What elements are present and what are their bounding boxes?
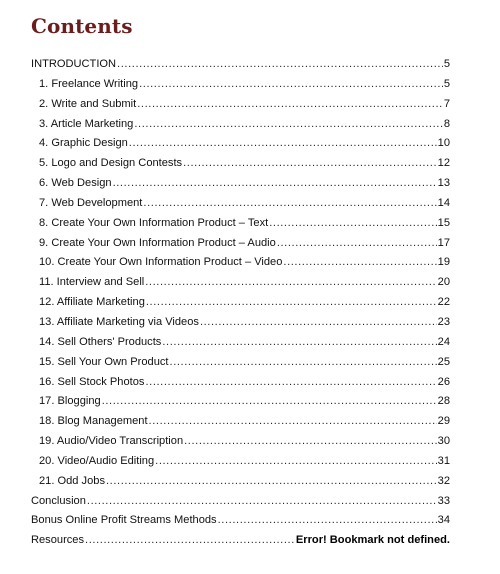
toc-error-message: Error! Bookmark not defined.	[295, 534, 450, 547]
dot-leader	[149, 412, 437, 432]
toc-entry-title[interactable]: Bonus Online Profit Streams Methods	[31, 514, 217, 527]
toc-entry-title[interactable]: 14. Sell Others' Products	[39, 335, 162, 348]
toc-entry[interactable]	[31, 452, 450, 472]
dot-leader	[184, 432, 437, 452]
toc-entry-title[interactable]: 17. Blogging	[39, 395, 101, 408]
toc-page-number: 34	[437, 514, 450, 527]
toc-entry[interactable]	[31, 75, 450, 95]
dot-leader	[137, 95, 443, 115]
toc-entry-title[interactable]: 4. Graphic Design	[39, 137, 128, 150]
toc-entry[interactable]	[31, 333, 450, 353]
toc-page-number: 28	[437, 395, 450, 408]
toc-entry[interactable]	[31, 214, 450, 234]
dot-leader	[277, 234, 437, 254]
toc-entry-title[interactable]: 11. Interview and Sell	[39, 276, 145, 289]
toc-page-number: 12	[437, 157, 450, 170]
toc-entry-title[interactable]: 9. Create Your Own Information Product – Audio	[39, 236, 276, 249]
toc-page-number: 10	[437, 137, 450, 150]
dot-leader	[106, 472, 437, 492]
toc-entry-title[interactable]: 21. Odd Jobs	[39, 474, 105, 487]
dot-leader	[134, 115, 442, 135]
dot-leader	[145, 373, 436, 393]
toc-page-number: 26	[437, 375, 450, 388]
toc-page-number: 31	[437, 454, 450, 467]
toc-page-number: 20	[437, 276, 450, 289]
toc-entry[interactable]	[31, 154, 450, 174]
toc-entry[interactable]	[31, 273, 450, 293]
toc-entry-title[interactable]: 18. Blog Management	[39, 415, 148, 428]
dot-leader	[183, 154, 437, 174]
toc-page-number: 15	[437, 216, 450, 229]
dot-leader	[117, 55, 443, 75]
toc-page-number: 17	[437, 236, 450, 249]
dot-leader	[146, 293, 437, 313]
dot-leader	[200, 313, 437, 333]
toc-entry[interactable]	[31, 55, 450, 75]
dot-leader	[170, 353, 437, 373]
dot-leader	[269, 214, 436, 234]
dot-leader	[145, 273, 436, 293]
toc-page-number: 23	[437, 315, 450, 328]
toc-entry-title[interactable]: 20. Video/Audio Editing	[39, 454, 155, 467]
toc-entry[interactable]	[31, 373, 450, 393]
dot-leader	[87, 492, 437, 512]
toc-heading: Contents	[31, 14, 133, 38]
toc-entry-title[interactable]: 6. Web Design	[39, 177, 112, 190]
toc-entry[interactable]	[31, 253, 450, 273]
toc-page-number: 5	[443, 77, 450, 90]
toc-entry[interactable]	[31, 293, 450, 313]
toc-entry-title[interactable]: 7. Web Development	[39, 196, 143, 209]
toc-entry-title[interactable]: 5. Logo and Design Contests	[39, 157, 183, 170]
toc-page-number: 7	[443, 97, 450, 110]
toc-entry[interactable]	[31, 531, 450, 551]
toc-entry[interactable]	[31, 95, 450, 115]
toc-page-number: 19	[437, 256, 450, 269]
toc-entry-title[interactable]: 16. Sell Stock Photos	[39, 375, 145, 388]
dot-leader	[113, 174, 437, 194]
toc-entry-title[interactable]: 12. Affiliate Marketing	[39, 296, 145, 309]
toc-entry[interactable]	[31, 432, 450, 452]
toc-entry[interactable]	[31, 511, 450, 531]
dot-leader	[102, 392, 437, 412]
toc-entry[interactable]	[31, 392, 450, 412]
dot-leader	[162, 333, 436, 353]
toc-entry-title[interactable]: Conclusion	[31, 494, 86, 507]
toc-entry[interactable]	[31, 472, 450, 492]
toc-entry-title[interactable]: 2. Write and Submit	[39, 97, 137, 110]
toc-entry-title[interactable]: 3. Article Marketing	[39, 117, 134, 130]
dot-leader	[129, 134, 437, 154]
toc-entry-title[interactable]: INTRODUCTION	[31, 58, 117, 70]
toc-entry[interactable]	[31, 313, 450, 333]
toc-entry[interactable]	[31, 174, 450, 194]
toc-page-number: 22	[437, 296, 450, 309]
toc-page-number: 5	[443, 58, 450, 70]
toc-page-number: 29	[437, 415, 450, 428]
dot-leader	[85, 531, 295, 551]
toc-entry[interactable]	[31, 412, 450, 432]
dot-leader	[139, 75, 443, 95]
toc-entry[interactable]	[31, 492, 450, 512]
dot-leader	[155, 452, 437, 472]
dot-leader	[283, 253, 436, 273]
toc-entry-title[interactable]: 10. Create Your Own Information Product – Video	[39, 256, 283, 269]
toc-page-number: 33	[437, 494, 450, 507]
toc-page-number: 30	[437, 435, 450, 448]
toc-entry[interactable]	[31, 353, 450, 373]
toc-page-number: 24	[437, 335, 450, 348]
toc-entry[interactable]	[31, 134, 450, 154]
toc-entry[interactable]	[31, 234, 450, 254]
toc-entry-title[interactable]: 1. Freelance Writing	[39, 77, 139, 90]
toc-entry[interactable]	[31, 194, 450, 214]
toc-entry-title[interactable]: 8. Create Your Own Information Product – Text	[39, 216, 269, 229]
toc-page-number: 13	[437, 177, 450, 190]
toc-page-number: 8	[443, 117, 450, 130]
toc-page-number: 32	[437, 474, 450, 487]
toc-entry-title[interactable]: 15. Sell Your Own Product	[39, 355, 169, 368]
toc-entry-title[interactable]: 13. Affiliate Marketing via Videos	[39, 315, 199, 328]
dot-leader	[218, 511, 437, 531]
toc-entry-title[interactable]: Resources	[31, 534, 85, 547]
toc-entry-title[interactable]: 19. Audio/Video Transcription	[39, 435, 184, 448]
toc-page-number: 14	[437, 196, 450, 209]
dot-leader	[143, 194, 436, 214]
table-of-contents	[31, 55, 450, 551]
toc-entry[interactable]	[31, 115, 450, 135]
toc-page-number: 25	[437, 355, 450, 368]
